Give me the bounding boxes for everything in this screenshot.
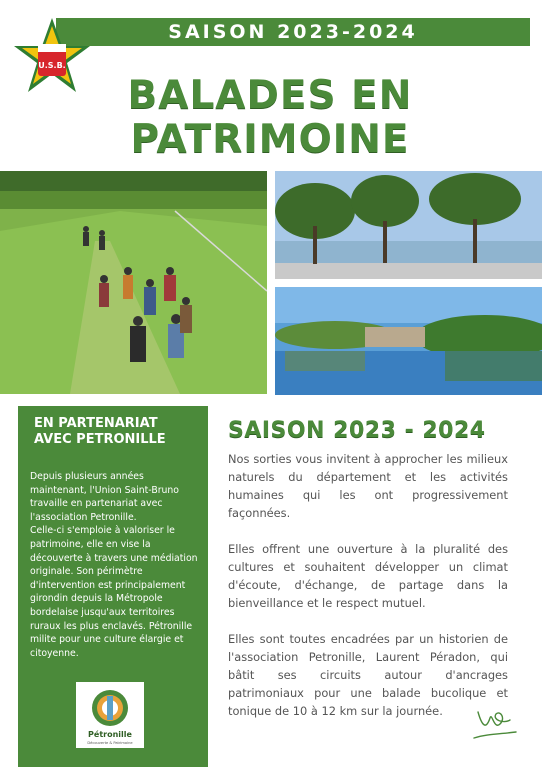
page-title-line1: BALADES EN — [127, 73, 413, 118]
partnership-sidebar — [18, 406, 208, 767]
page-title — [90, 74, 450, 162]
river-reflection-photo — [275, 287, 542, 395]
sidebar-paragraph: Celle-ci s'emploie à valoriser le patrimoine, elle en vise la découverte à travers une médiation originale. Son périmètre d'intervention est principalement girondin depuis la Métropole bordelaise jusqu'aux territoires ruraux les plus enclavés. Pétronille milite pour une culture élargie et citoyenne. — [30, 525, 198, 659]
sidebar-title — [34, 416, 204, 448]
section-title: SAISON 2023 - 2024 — [228, 418, 486, 443]
main-paragraph: Elles sont toutes encadrées par un historien de l'association Petronille, Laurent Péradon, qui bâtit ses circuits autour d'ancrages patrimoniaux pour une balade bucolique et tonique de 10 à 12 km sur la journée. — [228, 632, 508, 718]
petronille-logo — [76, 682, 144, 748]
page-title-line2: PATRIMOINE — [130, 117, 410, 162]
season-banner — [56, 18, 530, 46]
usb-club-logo — [12, 16, 92, 100]
main-paragraph: Nos sorties vous invitent à approcher les milieux naturels du département et les activités humaines qui les ont progressivement façonnées. — [228, 452, 508, 520]
sidebar-title-line2: AVEC PETRONILLE — [34, 432, 166, 447]
sidebar-text — [30, 470, 202, 660]
season-banner-text: SAISON 2023-2024 — [168, 21, 418, 43]
logo-text: U.S.B. — [38, 61, 66, 70]
riverside-trees-photo — [275, 171, 542, 279]
petronille-logo-tagline: Découverte & Patrimoine — [87, 741, 133, 745]
sidebar-title-line1: EN PARTENARIAT — [34, 416, 158, 431]
main-body-text — [228, 450, 508, 738]
main-paragraph: Elles offrent une ouverture à la pluralité des cultures et souhaitent développer un climat d'écoute, d'échange, de partage dans la bienveillance et le respect mutuel. — [228, 542, 508, 610]
signature-icon — [470, 704, 520, 744]
petronille-logo-name: Pétronille — [88, 730, 132, 739]
hiking-photo — [0, 171, 267, 394]
sidebar-paragraph: Depuis plusieurs années maintenant, l'Union Saint-Bruno travaille en partenariat avec l'association Petronille. — [30, 471, 179, 523]
